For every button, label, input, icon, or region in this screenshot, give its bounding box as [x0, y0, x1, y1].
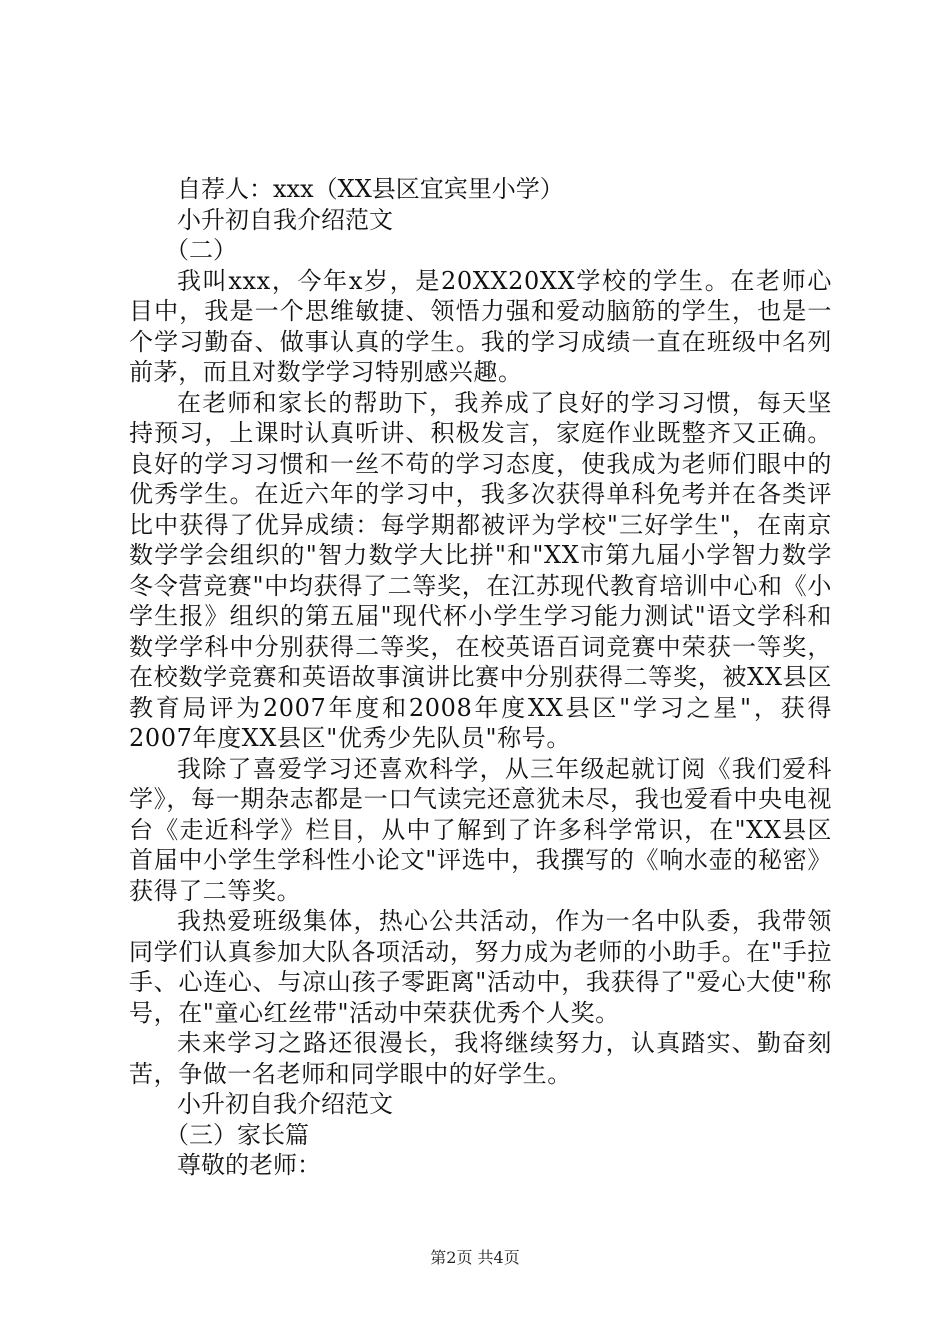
document-body — [129, 174, 832, 1181]
section-heading: 小升初自我介绍范文 — [177, 205, 393, 234]
section-number: （三）家长篇 — [165, 1120, 309, 1149]
paragraph: 我热爱班级集体，热心公共活动，作为一名中队委，我带领同学们认真参加大队各项活动，努力成为老师的小助手。在"手拉手、心连心、与凉山孩子零距离"活动中，我获得了"爱心大使"称号，在"童心红丝带"活动中荣获优秀个人奖。 — [129, 907, 832, 1027]
section-number: （二） — [165, 236, 237, 264]
paragraph: 在老师和家长的帮助下，我养成了良好的学习习惯，每天坚持预习，上课时认真听讲、积极发言，家庭作业既整齐又正确。良好的学习习惯和一丝不苟的学习态度，使我成为老师们眼中的优秀学生。在近六年的学习中，我多次获得单科免考并在各类评比中获得了优异成绩：每学期都被评为学校"三好学生"，在南京数学学会组织的"智力数学大比拼"和"XX市第九届小学智力数学冬令营竞赛"中均获得了二等奖，在江苏现代教育培训中心和《小学生报》组织的第五届"现代杯小学生学习能力测试"语文学科和数学学科中分别获得二等奖，在校英语百词竞赛中荣获一等奖，在校数学竞赛和英语故事演讲比赛中分别获得二等奖，被XX县区教育局评为2007年度和2008年度XX县区"学习之星"，获得2007年度XX县区"优秀少先队员"称号。 — [129, 388, 832, 752]
section-heading: 小升初自我介绍范文 — [177, 1090, 393, 1118]
greeting-line: 尊敬的老师： — [177, 1151, 321, 1179]
paragraph: 我叫xxx，今年x岁，是20XX20XX学校的学生。在老师心目中，我是一个思维敏捷、领悟力强和爱动脑筋的学生，也是一个学习勤奋、做事认真的学生。我的学习成绩一直在班级中名列前茅，而且对数学学习特别感兴趣。 — [129, 266, 832, 386]
paragraph: 我除了喜爱学习还喜欢科学，从三年级起就订阅《我们爱科学》，每一期杂志都是一口气读完还意犹未尽，我也爱看中央电视台《走近科学》栏目，从中了解到了许多科学常识，在"XX县区首届中小学生学科性小论文"评选中，我撰写的《响水壶的秘密》获得了二等奖。 — [129, 754, 832, 905]
recommender-line: 自荐人：xxx（XX县区宜宾里小学） — [177, 175, 564, 203]
page-footer: 第2页 共4页 — [430, 1248, 520, 1267]
paragraph: 未来学习之路还很漫长，我将继续努力，认真踏实、勤奋刻苦，争做一名老师和同学眼中的好学生。 — [129, 1029, 832, 1088]
